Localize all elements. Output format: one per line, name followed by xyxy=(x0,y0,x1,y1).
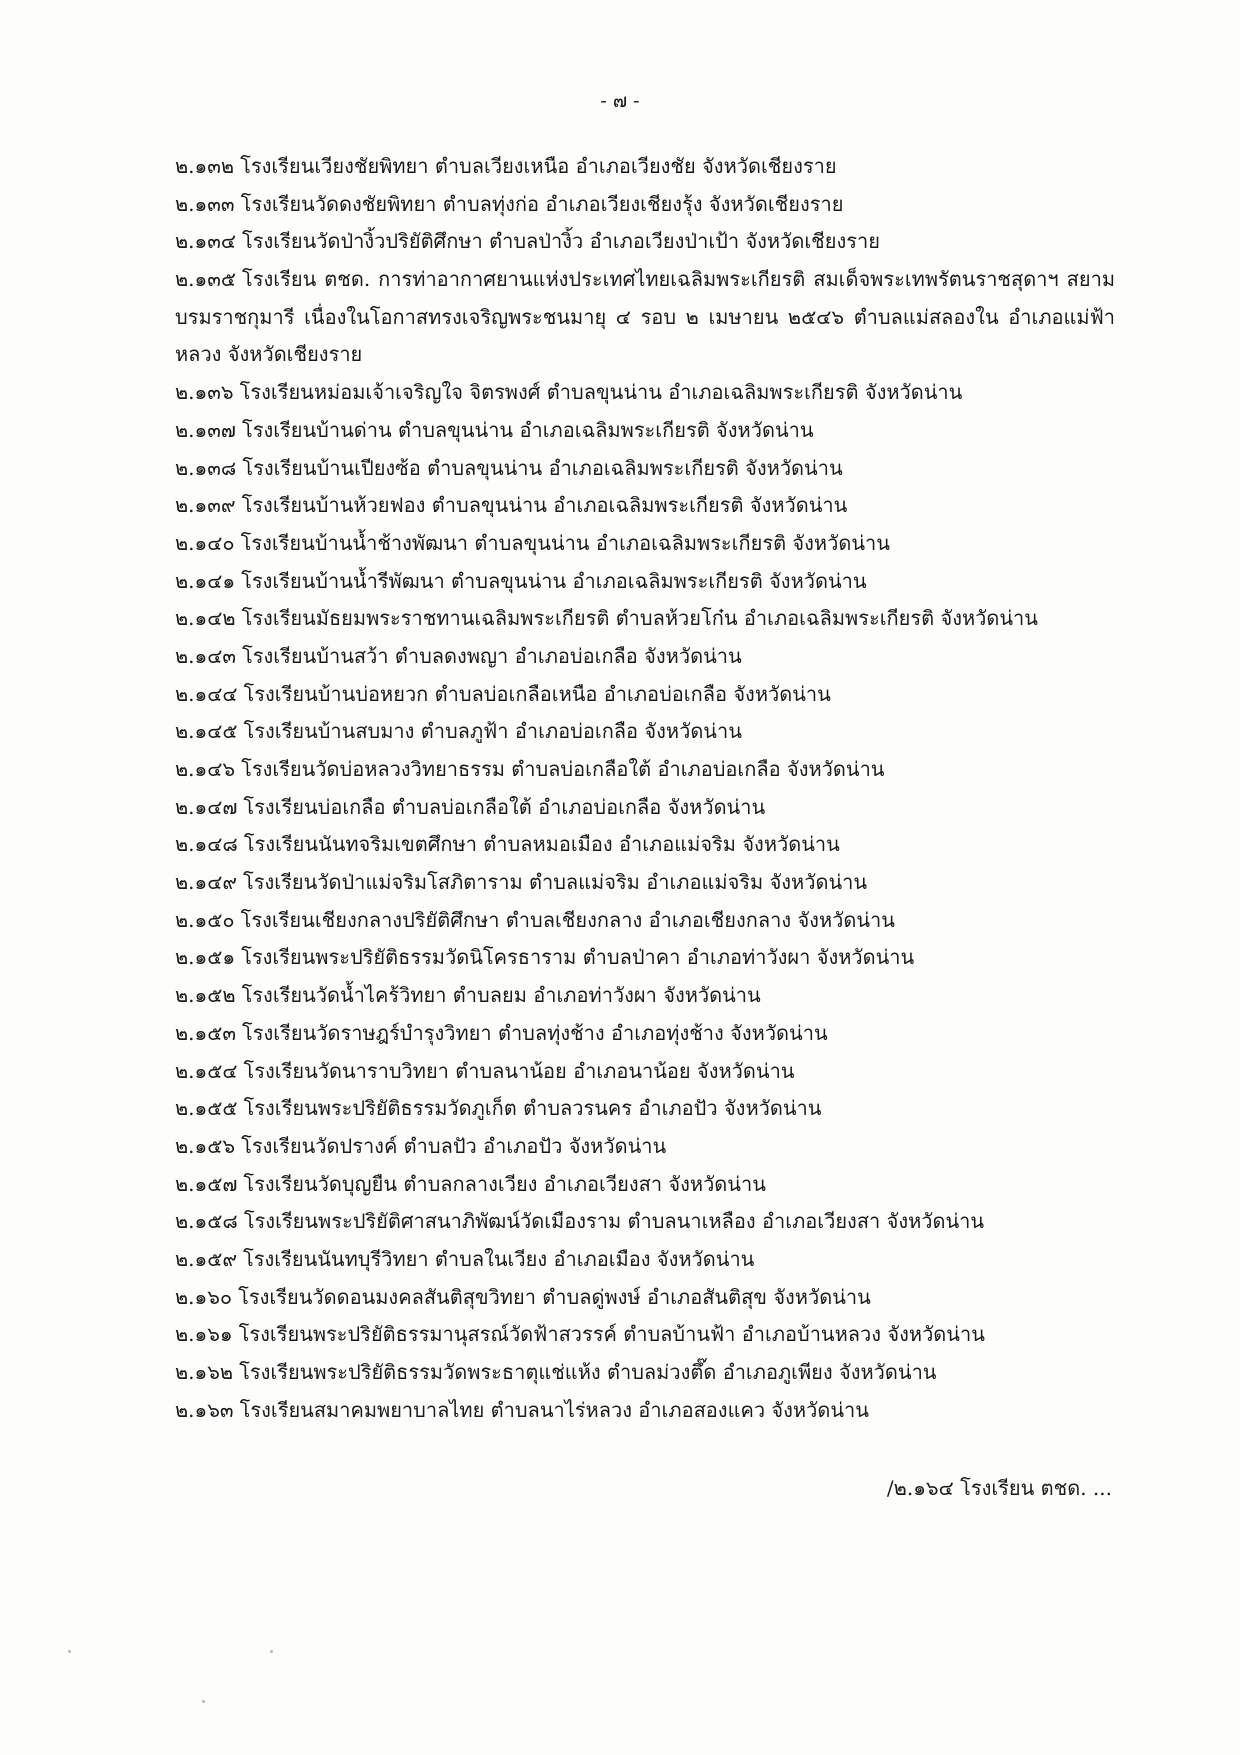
item-number: ๒.๑๓๒ xyxy=(175,154,235,178)
item-text: โรงเรียนวัดบ่อหลวงวิทยาธรรม ตำบลบ่อเกลือใต้ อำเภอบ่อเกลือ จังหวัดน่าน xyxy=(241,757,885,782)
item-number: ๒.๑๔๖ xyxy=(175,757,236,782)
list-item xyxy=(175,1392,1115,1430)
list-item xyxy=(175,525,1115,563)
item-text: โรงเรียนนันทจริมเขตศึกษา ตำบลหมอเมือง อำเภอแม่จริม จังหวัดน่าน xyxy=(243,832,840,857)
item-number: ๒.๑๖๑ xyxy=(175,1322,233,1347)
item-number: ๒.๑๕๕ xyxy=(175,1096,238,1121)
item-text: โรงเรียนพระปริยัติธรรมานุสรณ์วัดฟ้าสวรรค์ ตำบลบ้านฟ้า อำเภอบ้านหลวง จังหวัดน่าน xyxy=(238,1322,985,1347)
item-number: ๒.๑๖๓ xyxy=(175,1397,234,1422)
list-item xyxy=(175,412,1115,450)
list-item xyxy=(175,1241,1115,1279)
list-item xyxy=(175,186,1115,224)
list-item xyxy=(175,864,1115,902)
item-text: โรงเรียนพระปริยัติธรรมวัดนิโครธาราม ตำบลป่าคา อำเภอท่าวังผา จังหวัดน่าน xyxy=(241,945,915,970)
list-item xyxy=(175,789,1115,827)
item-number: ๒.๑๔๑ xyxy=(175,568,236,593)
list-item xyxy=(175,1166,1115,1204)
list-item xyxy=(175,676,1115,714)
page-number: - ๗ - xyxy=(600,90,640,112)
continuation-reference: /๒.๑๖๔ โรงเรียน ตชด. ... xyxy=(886,1476,1112,1500)
list-item xyxy=(175,261,1115,374)
list-item xyxy=(175,1354,1115,1392)
item-text: โรงเรียนบ้านเปียงซ้อ ตำบลขุนน่าน อำเภอเฉลิมพระเกียรติ จังหวัดน่าน xyxy=(242,455,843,480)
item-number: ๒.๑๔๕ xyxy=(175,719,238,744)
item-number: ๒.๑๔๐ xyxy=(175,530,235,555)
item-text: โรงเรียนเวียงชัยพิทยา ตำบลเวียงเหนือ อำเภอเวียงชัย จังหวัดเชียงราย xyxy=(240,154,837,178)
item-text: โรงเรียนนันทบุรีวิทยา ตำบลในเวียง อำเภอเมือง จังหวัดน่าน xyxy=(243,1246,755,1271)
list-item xyxy=(175,902,1115,940)
item-number: ๒.๑๕๙ xyxy=(175,1246,238,1271)
item-text: โรงเรียนบ้านสว้า ตำบลดงพญา อำเภอบ่อเกลือ จังหวัดน่าน xyxy=(242,643,742,668)
scan-speck xyxy=(270,1650,273,1653)
list-item xyxy=(175,374,1115,412)
item-number: ๒.๑๕๐ xyxy=(175,907,235,932)
list-item xyxy=(175,1053,1115,1091)
list-item xyxy=(175,826,1115,864)
item-number: ๒.๑๕๒ xyxy=(175,983,236,1008)
item-text: โรงเรียนพระปริยัติธรรมวัดพระธาตุแช่แห้ง ตำบลม่วงตึ๊ด อำเภอภูเพียง จังหวัดน่าน xyxy=(239,1360,937,1385)
list-item xyxy=(175,563,1115,601)
item-number: ๒.๑๔๗ xyxy=(175,794,238,819)
item-number: ๒.๑๓๗ xyxy=(175,417,236,442)
scan-speck xyxy=(68,1650,71,1653)
list-item xyxy=(175,977,1115,1015)
item-number: ๒.๑๓๘ xyxy=(175,455,237,480)
item-text: โรงเรียนบ้านสบมาง ตำบลภูฟ้า อำเภอบ่อเกลือ จังหวัดน่าน xyxy=(243,719,742,744)
item-text: โรงเรียนเชียงกลางปริยัติศึกษา ตำบลเชียงกลาง อำเภอเชียงกลาง จังหวัดน่าน xyxy=(240,907,895,932)
list-item xyxy=(175,148,1115,186)
item-text: โรงเรียนวัดนาราบวิทยา ตำบลนาน้อย อำเภอนาน้อย จังหวัดน่าน xyxy=(243,1058,795,1083)
item-text: โรงเรียนวัดดอนมงคลสันติสุขวิทยา ตำบลดู่พงษ์ อำเภอสันติสุข จังหวัดน่าน xyxy=(238,1284,871,1309)
item-number: ๒.๑๕๗ xyxy=(175,1171,238,1196)
list-item xyxy=(175,487,1115,525)
list-item xyxy=(175,751,1115,789)
item-number: ๒.๑๔๙ xyxy=(175,870,238,895)
item-number: ๒.๑๕๖ xyxy=(175,1133,236,1158)
list-item xyxy=(175,1015,1115,1053)
item-text: โรงเรียนบ่อเกลือ ตำบลบ่อเกลือใต้ อำเภอบ่อเกลือ จังหวัดน่าน xyxy=(243,794,766,819)
list-item xyxy=(175,1128,1115,1166)
item-text: โรงเรียนวัดน้ำไคร้วิทยา ตำบลยม อำเภอท่าวังผา จังหวัดน่าน xyxy=(241,983,761,1008)
item-number: ๒.๑๓๙ xyxy=(175,493,236,518)
item-number: ๒.๑๓๔ xyxy=(175,229,237,254)
item-text: โรงเรียนมัธยมพระราชทานเฉลิมพระเกียรติ ตำบลห้วยโก๋น อำเภอเฉลิมพระเกียรติ จังหวัดน่าน xyxy=(241,606,1038,631)
item-text: โรงเรียนวัดป่างิ้วปริยัติศึกษา ตำบลป่างิ้ว อำเภอเวียงป่าเป้า จังหวัดเชียงราย xyxy=(242,229,880,254)
item-number: ๒.๑๕๘ xyxy=(175,1209,238,1234)
item-text: โรงเรียนบ้านน้ำรีพัฒนา ตำบลขุนน่าน อำเภอเฉลิมพระเกียรติ จังหวัดน่าน xyxy=(241,568,867,593)
school-list xyxy=(175,148,1115,1429)
list-item xyxy=(175,450,1115,488)
list-item xyxy=(175,638,1115,676)
list-item xyxy=(175,1203,1115,1241)
item-number: ๒.๑๓๓ xyxy=(175,191,235,216)
item-text: โรงเรียนพระปริยัติศาสนาภิพัฒน์วัดเมืองราม ตำบลนาเหลือง อำเภอเวียงสา จังหวัดน่าน xyxy=(243,1209,985,1234)
item-number: ๒.๑๕๓ xyxy=(175,1020,237,1045)
item-text: โรงเรียนบ้านบ่อหยวก ตำบลบ่อเกลือเหนือ อำเภอบ่อเกลือ จังหวัดน่าน xyxy=(243,681,831,706)
item-text: โรงเรียนบ้านห้วยฟอง ตำบลขุนน่าน อำเภอเฉลิมพระเกียรติ จังหวัดน่าน xyxy=(241,493,848,518)
item-number: ๒.๑๔๒ xyxy=(175,606,236,631)
item-text: โรงเรียนวัดราษฎร์บำรุงวิทยา ตำบลทุ่งช้าง อำเภอทุ่งช้าง จังหวัดน่าน xyxy=(242,1020,828,1045)
list-item xyxy=(175,713,1115,751)
item-text: โรงเรียนหม่อมเจ้าเจริญใจ จิตรพงศ์ ตำบลขุนน่าน อำเภอเฉลิมพระเกียรติ จังหวัดน่าน xyxy=(239,380,963,405)
item-text: โรงเรียน ตชด. การท่าอากาศยานแห่งประเทศไทยเฉลิมพระเกียรติ สมเด็จพระเทพรัตนราชสุดาฯ สยามบรมราชกุมารี เนื่องในโอกาสทรงเจริญพระชนมายุ ๔ รอบ ๒ เมษายน ๒๕๔๖ ตำบลแม่สลองใน อำเภอแม่ฟ้าหลวง จังหวัดเชียงราย xyxy=(175,267,1115,367)
list-item xyxy=(175,939,1115,977)
item-number: ๒.๑๖๒ xyxy=(175,1360,234,1385)
list-item xyxy=(175,1090,1115,1128)
item-text: โรงเรียนวัดดงชัยพิทยา ตำบลทุ่งก่อ อำเภอเวียงเชียงรุ้ง จังหวัดเชียงราย xyxy=(240,191,844,216)
item-number: ๒.๑๔๓ xyxy=(175,643,237,668)
item-number: ๒.๑๔๘ xyxy=(175,832,238,857)
item-text: โรงเรียนบ้านด่าน ตำบลขุนน่าน อำเภอเฉลิมพระเกียรติ จังหวัดน่าน xyxy=(241,417,814,442)
item-number: ๒.๑๕๔ xyxy=(175,1058,238,1083)
item-number: ๒.๑๓๖ xyxy=(175,380,234,405)
item-text: โรงเรียนบ้านน้ำช้างพัฒนา ตำบลขุนน่าน อำเภอเฉลิมพระเกียรติ จังหวัดน่าน xyxy=(240,530,890,555)
item-text: โรงเรียนวัดบุญยืน ตำบลกลางเวียง อำเภอเวียงสา จังหวัดน่าน xyxy=(243,1171,766,1196)
item-text: โรงเรียนวัดป่าแม่จริมโสภิตาราม ตำบลแม่จริม อำเภอแม่จริม จังหวัดน่าน xyxy=(243,870,868,895)
item-text: โรงเรียนวัดปรางค์ ตำบลปัว อำเภอปัว จังหวัดน่าน xyxy=(241,1133,667,1158)
list-item xyxy=(175,223,1115,261)
item-number: ๒.๑๓๕ xyxy=(175,267,237,292)
item-text: โรงเรียนพระปริยัติธรรมวัดภูเก็ต ตำบลวรนคร อำเภอปัว จังหวัดน่าน xyxy=(243,1096,822,1121)
item-number: ๒.๑๕๑ xyxy=(175,945,236,970)
item-number: ๒.๑๔๔ xyxy=(175,681,238,706)
scan-speck xyxy=(202,1700,205,1703)
list-item xyxy=(175,1316,1115,1354)
item-text: โรงเรียนสมาคมพยาบาลไทย ตำบลนาไร่หลวง อำเภอสองแคว จังหวัดน่าน xyxy=(239,1397,869,1422)
list-item xyxy=(175,1279,1115,1317)
list-item xyxy=(175,600,1115,638)
item-number: ๒.๑๖๐ xyxy=(175,1284,233,1309)
